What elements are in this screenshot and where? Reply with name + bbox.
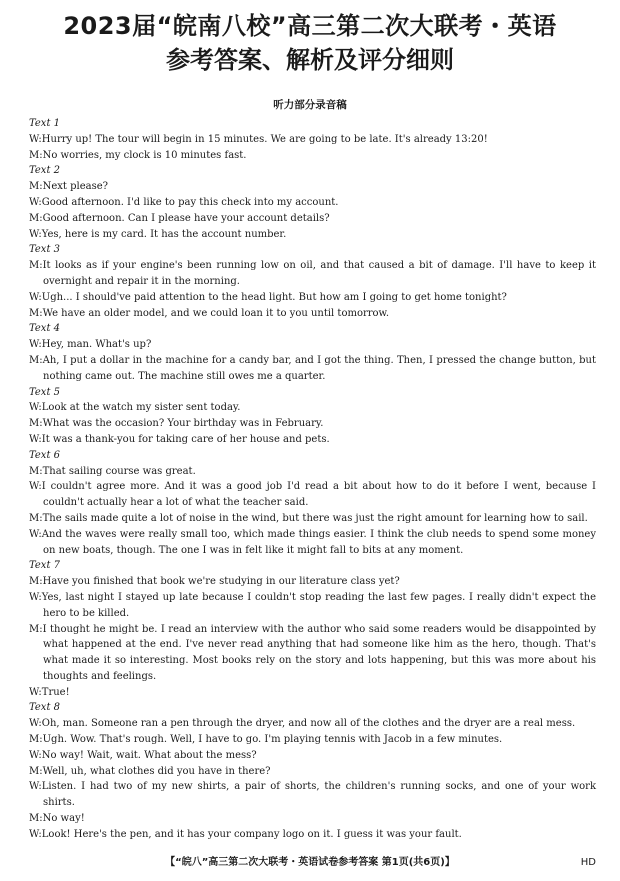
dialogue-line: W:Listen. I had two of my new shirts, a pair of shorts, the children's running socks, and one of your work shirts.	[29, 781, 596, 809]
dialogue-line: M:That sailing course was great.	[29, 465, 196, 477]
dialogue-line: M:What was the occasion? Your birthday was in February.	[29, 418, 324, 430]
dialogue-line: M:It looks as if your engine's been running low on oil, and that caused a bit of damage. I'll have to keep it overnight and repair it in the morning.	[29, 260, 596, 287]
dialogue-line: M:Well, uh, what clothes did you have in there?	[29, 765, 271, 777]
document-subtitle: 参考答案、解析及评分细则	[166, 46, 454, 74]
dialogue-line: W:Good afternoon. I'd like to pay this check into my account.	[29, 196, 339, 208]
dialogue-line: W:No way! Wait, wait. What about the mess?	[29, 749, 257, 761]
dialogue-line: M:Have you finished that book we're studying in our literature class yet?	[29, 576, 400, 588]
dialogue-line: W:Yes, here is my card. It has the account number.	[29, 228, 287, 240]
dialogue-line: W:I couldn't agree more. And it was a good job I'd read a bit about how to do it before I went, because I couldn't actually hear a lot of what the teacher said.	[29, 481, 596, 509]
text-label: Text 1	[29, 118, 61, 129]
dialogue-line: M:We have an older model, and we could loan it to you until tomorrow.	[29, 307, 390, 319]
text-label: Text 6	[29, 449, 61, 461]
dialogue-line: W:Ugh... I should've paid attention to the head light. But how am I going to get home tonight?	[29, 291, 507, 303]
section-title: 听力部分录音稿	[273, 99, 347, 111]
dialogue-line: M:Good afternoon. Can I please have your account details?	[29, 212, 330, 224]
transcript	[29, 116, 596, 843]
dialogue-line: W:And the waves were really small too, which made things easier. I think the club needs to spend some money on new boats, though. The one I was in felt like it might fall to bits at any moment.	[29, 528, 596, 556]
text-label: Text 7	[29, 560, 61, 572]
footer-code: HD	[580, 857, 596, 868]
dialogue-line: W:Hurry up! The tour will begin in 15 minutes. We are going to be late. It's already 13:20!	[29, 133, 488, 145]
dialogue-line: M:No way!	[29, 813, 85, 825]
text-label: Text 8	[29, 702, 61, 714]
dialogue-line: W:Oh, man. Someone ran a pen through the dryer, and now all of the clothes and the dryer are a real mess.	[29, 718, 576, 730]
text-label: Text 5	[29, 386, 61, 398]
page-footer: 【“皖八”高三第二次大联考・英语试卷参考答案 第1页(共6页)】	[165, 857, 455, 868]
text-label: Text 2	[29, 165, 61, 177]
dialogue-line: M:The sails made quite a lot of noise in the wind, but there was just the right amount for learning how to sail.	[29, 512, 588, 524]
dialogue-line: W:Yes, last night I stayed up late because I couldn't stop reading the last few pages. I really didn't expect the hero to be killed.	[29, 591, 596, 619]
dialogue-line: M:I thought he might be. I read an interview with the author who said some readers would be disappointed by what happened at the end. I've never read anything that had someone like him as the hero, though. That's what made it so interesting. Most books rely on the story and lots happening, but this was more about his thoughts and feelings.	[29, 623, 596, 682]
dialogue-line: M:Ugh. Wow. That's rough. Well, I have to go. I'm playing tennis with Jacob in a few minutes.	[29, 734, 503, 746]
document-title: 2023届“皖南八校”高三第二次大联考・英语	[63, 12, 557, 40]
text-label: Text 3	[29, 244, 61, 256]
dialogue-line: M:Ah, I put a dollar in the machine for a candy bar, and I got the thing. Then, I pressed the change button, but nothing came out. The machine still owes me a quarter.	[29, 354, 596, 382]
dialogue-line: W:It was a thank-you for taking care of her house and pets.	[29, 433, 330, 445]
dialogue-line: W:Hey, man. What's up?	[29, 339, 152, 351]
dialogue-line: W:Look! Here's the pen, and it has your company logo on it. I guess it was your fault.	[29, 828, 462, 840]
text-label: Text 4	[29, 323, 61, 335]
dialogue-line: W:True!	[29, 686, 70, 698]
dialogue-line: W:Look at the watch my sister sent today.	[29, 402, 241, 414]
dialogue-line: M:No worries, my clock is 10 minutes fast.	[29, 149, 247, 161]
dialogue-line: M:Next please?	[29, 181, 109, 193]
